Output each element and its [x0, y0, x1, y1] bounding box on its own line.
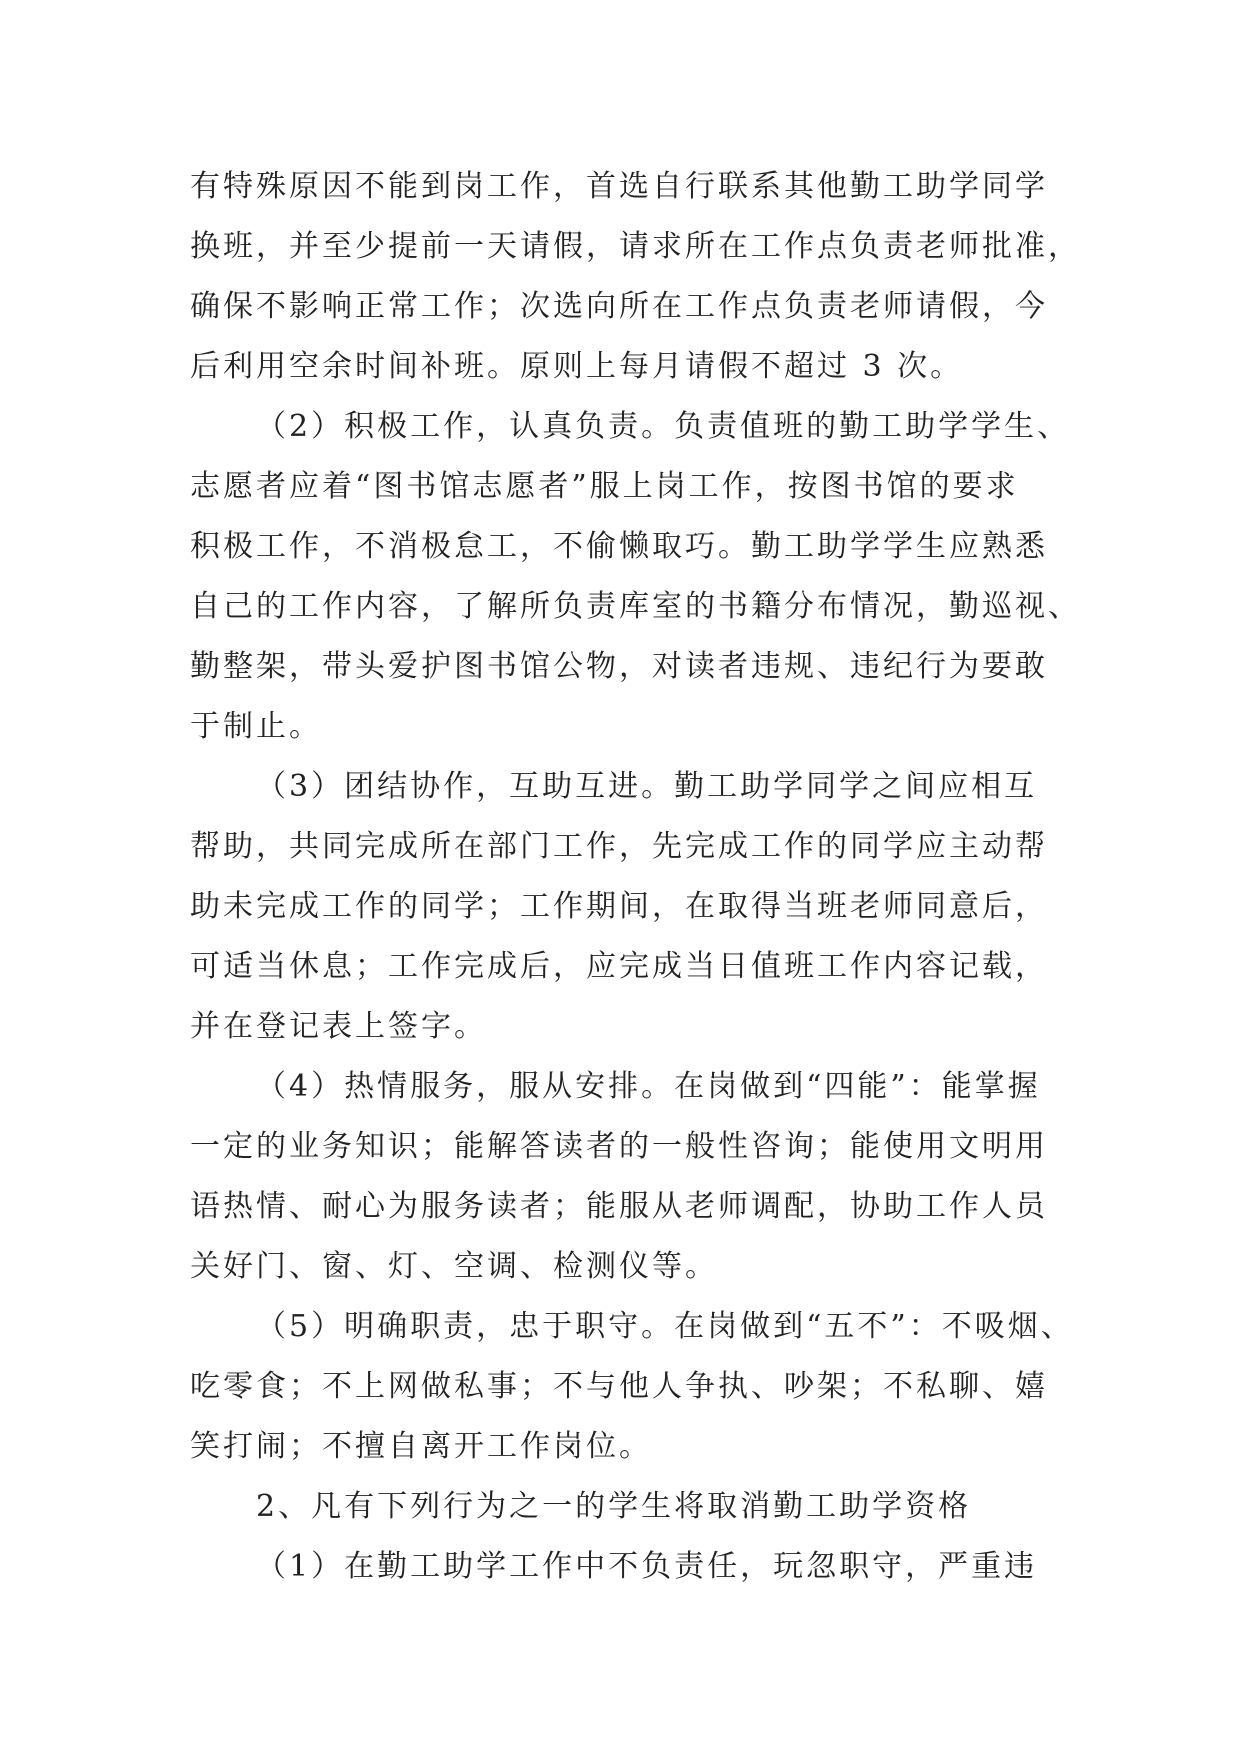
paragraph-line: 志愿者应着“图书馆志愿者”服上岗工作，按图书馆的要求: [190, 469, 1019, 504]
paragraph-line: 一定的业务知识；能解答读者的一般性咨询；能使用文明用: [190, 1129, 1048, 1164]
paragraph-line: 关好门、窗、灯、空调、检测仪等。: [190, 1249, 718, 1284]
paragraph-line: 有特殊原因不能到岗工作，首选自行联系其他勤工助学同学: [190, 169, 1048, 204]
paragraph-line: （3）团结协作，互助互进。勤工助学同学之间应相互: [256, 769, 1038, 804]
paragraph-line: 助未完成工作的同学；工作期间，在取得当班老师同意后，: [190, 889, 1048, 924]
paragraph-line: 积极工作，不消极怠工，不偷懒取巧。勤工助学学生应熟悉: [190, 529, 1048, 564]
paragraph-line: 笑打闹；不擅自离开工作岗位。: [190, 1429, 652, 1464]
paragraph-line: （2）积极工作，认真负责。负责值班的勤工助学学生、: [256, 409, 1071, 444]
paragraph-line: 确保不影响正常工作；次选向所在工作点负责老师请假，今: [190, 289, 1048, 324]
paragraph-line: 勤整架，带头爱护图书馆公物，对读者违规、违纪行为要敢: [190, 649, 1048, 684]
paragraph-line: 2、凡有下列行为之一的学生将取消勤工助学资格: [256, 1489, 972, 1524]
paragraph-line: （5）明确职责，忠于职守。在岗做到“五不”：不吸烟、: [256, 1309, 1074, 1344]
paragraph-line: （4）热情服务，服从安排。在岗做到“四能”：能掌握: [256, 1069, 1041, 1104]
paragraph-line: 语热情、耐心为服务读者；能服从老师调配，协助工作人员: [190, 1189, 1048, 1224]
paragraph-line: 于制止。: [190, 709, 322, 744]
paragraph-line: 换班，并至少提前一天请假，请求所在工作点负责老师批准，: [190, 229, 1081, 264]
document-body: [190, 157, 1081, 1597]
paragraph-line: （1）在勤工助学工作中不负责任，玩忽职守，严重违: [256, 1549, 1038, 1584]
paragraph-line: 并在登记表上签字。: [190, 1009, 487, 1044]
paragraph-line: 自己的工作内容，了解所负责库室的书籍分布情况，勤巡视、: [190, 589, 1081, 624]
paragraph-line: 帮助，共同完成所在部门工作，先完成工作的同学应主动帮: [190, 829, 1048, 864]
paragraph-line: 后利用空余时间补班。原则上每月请假不超过 3 次。: [190, 349, 964, 384]
paragraph-line: 吃零食；不上网做私事；不与他人争执、吵架；不私聊、嬉: [190, 1369, 1048, 1404]
paragraph-line: 可适当休息；工作完成后，应完成当日值班工作内容记载，: [190, 949, 1048, 984]
